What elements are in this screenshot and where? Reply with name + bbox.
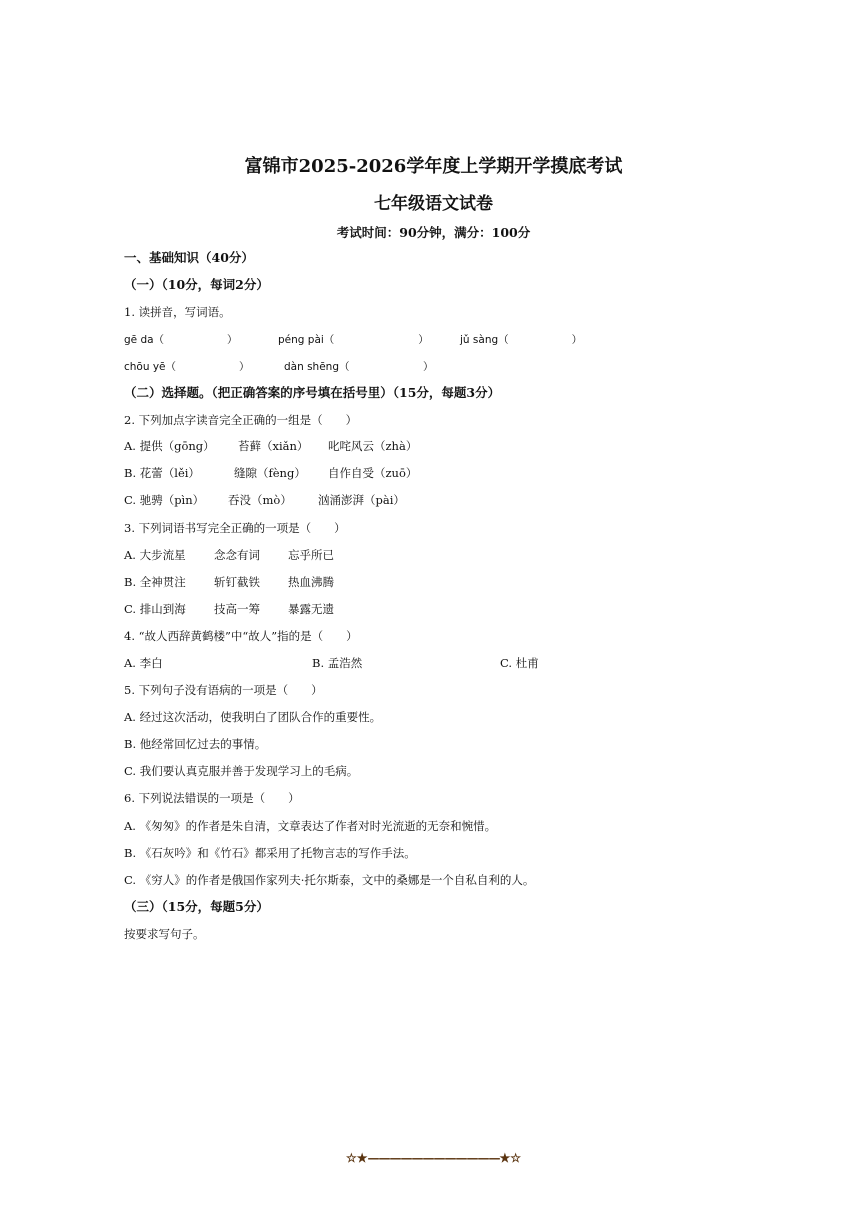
part-1-heading: （一）（10分，每词2分） [124,277,269,292]
option-text: 汹涌澎湃（pài） [318,493,405,507]
option-text: 技高一筹 [214,602,260,616]
footer-divider: ———————————— [367,1151,500,1165]
pinyin-item: dàn shēng（ ） [284,361,434,373]
question-2-option-c [124,492,724,508]
part-3-heading: （三）（15分，每题5分） [124,899,269,914]
part-3-instruction: 按要求写句子。 [124,927,205,941]
question-5-option-a: A. 经过这次活动，使我明白了团队合作的重要性。 [124,710,382,724]
question-1-stem: 1. 读拼音，写词语。 [124,305,231,319]
question-3-option-a [124,547,724,563]
option-text: C. 驰骋（pìn） [124,493,205,507]
option-text: B. 花蕾（lěi） [124,466,200,480]
footer-stars-right: ★☆ [499,1151,522,1165]
option-text: C. 杜甫 [500,656,539,670]
option-text: A. 李白 [124,656,163,670]
option-text: 忘乎所已 [288,548,334,562]
question-2-option-a [124,438,724,454]
pinyin-item: chōu yē（ ） [124,361,250,373]
option-text: 热血沸腾 [288,575,334,589]
option-text: 自作自受（zuō） [328,466,418,480]
exam-subtitle: 七年级语文试卷 [374,194,493,214]
option-text: 念念有词 [214,548,260,562]
question-6-option-c: C. 《穷人》的作者是俄国作家列夫·托尔斯泰，文中的桑娜是一个自私自利的人。 [124,873,535,887]
question-3-option-b [124,574,724,590]
question-2-stem: 2. 下列加点字读音完全正确的一组是（ ） [124,413,358,427]
part-2-heading: （二）选择题。（把正确答案的序号填在括号里）（15分，每题3分） [124,385,501,400]
exam-meta: 考试时间：90分钟，满分：100分 [336,225,531,240]
pinyin-item: péng pài（ ） [278,334,429,346]
option-text: A. 提供（gōng） [124,439,215,453]
question-2-option-b [124,465,724,481]
question-5-stem: 5. 下列句子没有语病的一项是（ ） [124,683,323,697]
option-text: A. 大步流星 [124,548,186,562]
exam-title: 富锦市2025-2026学年度上学期开学摸底考试 [244,156,623,177]
option-text: 叱咤风云（zhà） [328,439,418,453]
option-text: 斩钉截铁 [214,575,260,589]
question-6-option-a: A. 《匆匆》的作者是朱自清，文章表达了作者对时光流逝的无奈和惋惜。 [124,819,497,833]
option-text: 苔藓（xiǎn） [238,439,309,453]
page-footer [0,1151,867,1165]
pinyin-item: gē da（ ） [124,334,238,346]
section-1-heading: 一、基础知识（40分） [124,250,254,265]
option-text: 吞没（mò） [228,493,292,507]
option-text: C. 排山到海 [124,602,186,616]
question-3-stem: 3. 下列词语书写完全正确的一项是（ ） [124,521,346,535]
option-text: 暴露无遗 [288,602,334,616]
option-text: B. 全神贯注 [124,575,186,589]
question-4-options [124,655,724,671]
option-text: 缝隙（fèng） [234,466,306,480]
footer-stars-left: ☆★ [345,1151,368,1165]
question-4-stem: 4. “故人西辞黄鹤楼”中“故人”指的是（ ） [124,629,358,643]
question-5-option-b: B. 他经常回忆过去的事情。 [124,737,267,751]
question-6-option-b: B. 《石灰吟》和《竹石》都采用了托物言志的写作手法。 [124,846,416,860]
option-text: B. 孟浩然 [312,656,363,670]
question-3-option-c [124,601,724,617]
question-5-option-c: C. 我们要认真克服并善于发现学习上的毛病。 [124,764,359,778]
question-6-stem: 6. 下列说法错误的一项是（ ） [124,791,300,805]
pinyin-item: jǔ sàng（ ） [460,334,583,346]
